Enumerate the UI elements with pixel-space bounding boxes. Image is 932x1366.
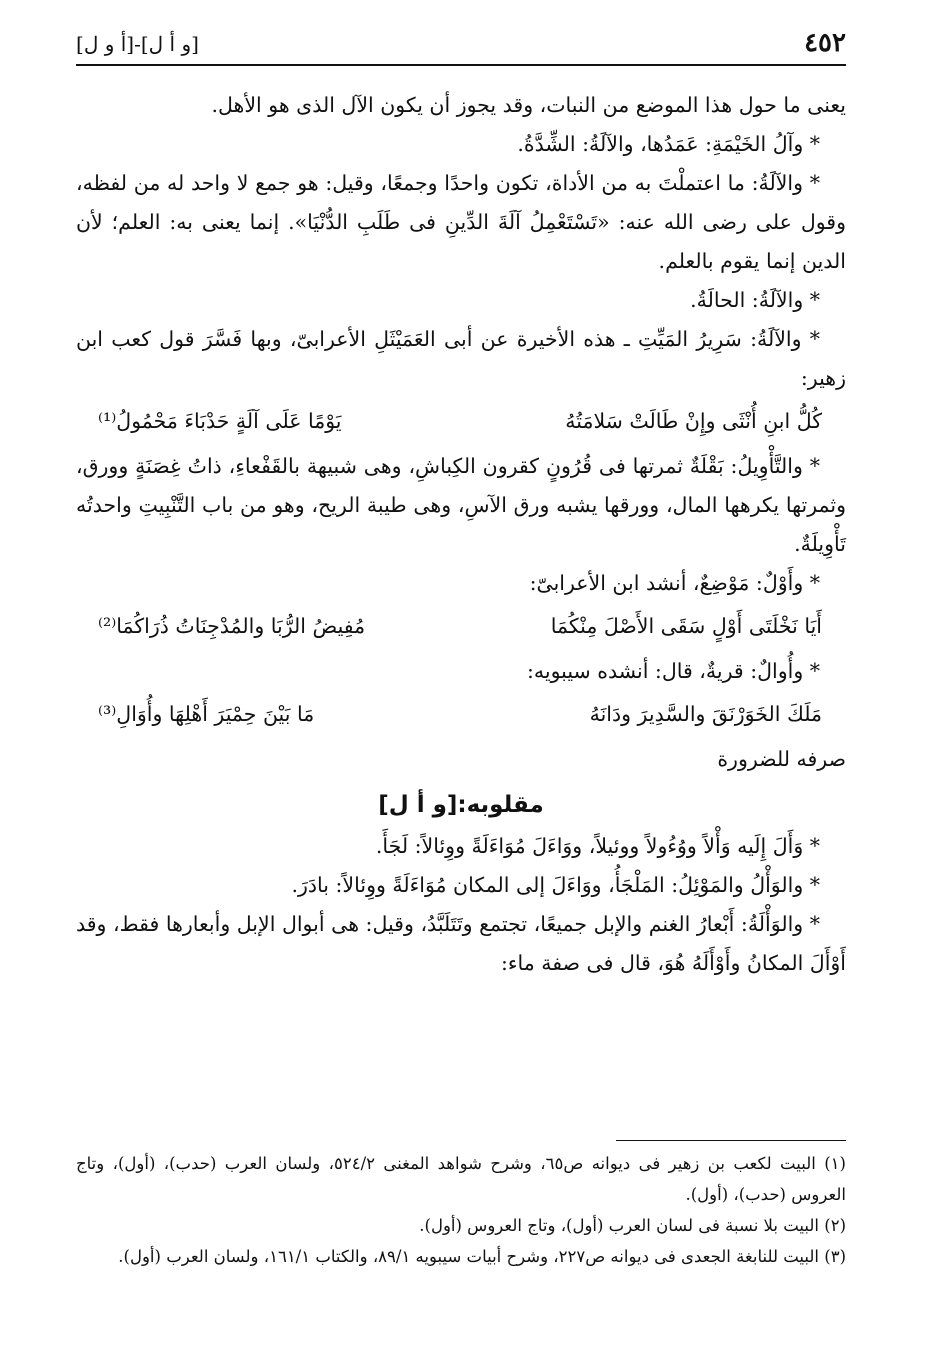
footnote-divider [616,1140,846,1141]
entry: * والتَّأْوِيلُ: بَقْلَةٌ ثمرتها فى قُرُونٍ كقرون الكِباشِ، وهى شبيهة بالقَفْعاءِ، ذاتُ غِصَنَةٍ وورق، وثمرتها يكرهها المال، وورقها يشبه ورق الآسِ، وهى طيبة الريح، وهو من باب التَّنْبِيتِ واحدتُه تَأْوِيلَةٌ. [76,454,846,556]
paragraph: صرفه للضرورة [717,747,846,771]
footnote: (٣) البيت للنابغة الجعدى فى ديوانه ص٢٢٧، وشرح أبيات سيبويه ٨٩/١، والكتاب ١٦١/١، ولسان العرب (أول). [118,1247,846,1266]
entry: * وَأَلَ إِلَيه وَأْلاً ووُءُولاً ووئيلاً، ووَاءَلَ مُوَاءَلَةً ووِئالاً: لَجَأَ. [375,834,820,858]
verse-second-hemistich: مُفِيضُ الرُّبَا والمُدْجِنَاتُ ذُرَاكُمَا⁽²⁾ [98,614,366,638]
entry: * والوَأْلُ والمَوْئِلُ: المَلْجَأُ، ووَاءَلَ إلى المكان مُوَاءَلَةً ووِئالاً: بادَرَ. [291,873,820,897]
section-heading: مقلوبه:[و أ ل] [378,792,544,818]
entry: * والآلَةُ: ما اعتملْتَ به من الأداة، تكون واحدًا وجمعًا، وقيل: هو جمع لا واحد له من لفظه، وقول على رضى الله عنه: «تَسْتَعْمِلُ آلَةَ الدِّينِ فى طَلَبِ الدُّنْيَا». إنما يعنى به: العلم؛ لأن الدين إنما يقوم بالعلم. [76,171,846,273]
root-key: [أ و ل]-[و أ ل] [76,32,199,56]
verse-second-hemistich: يَوْمًا عَلَى آلَةٍ حَدْبَاءَ مَحْمُولُ⁽¹⁾ [98,409,342,433]
entry: * وأُوالٌ: قريةٌ، قال: أنشده سيبويه: [526,659,820,683]
entry: * والآلَةُ: الحالَةُ. [690,288,820,312]
verse-first-hemistich: أَيَا نَخْلَتَى أَوْلٍ سَقَى الأَصْلَ مِنْكُمَا [550,614,822,638]
entry: * والآلَةُ: سَرِيرُ المَيِّتِ ـ هذه الأخيرة عن أبى العَمَيْثَلِ الأعرابىّ، وبها فَسَّرَ قول كعب ابن زهير: [76,327,846,390]
paragraph: يعنى ما حول هذا الموضع من النبات، وقد يجوز أن يكون الآل الذى هو الأهل. [211,93,846,117]
running-header [76,26,846,66]
footnote: (٢) البيت بلا نسبة فى لسان العرب (أول)، وتاج العروس (أول). [419,1216,846,1235]
footnotes [76,1148,846,1272]
page-number: ٤٥٢ [804,28,846,58]
footnote: (١) البيت لكعب بن زهير فى ديوانه ص٦٥، وشرح شواهد المغنى ٥٢٤/٢، ولسان العرب (حدب)، (أول)، وتاج العروس (حدب)، (أول). [76,1154,846,1204]
entry: * وآلُ الخَيْمَةِ: عَمَدُها، والآلَةُ: الشِّدَّةُ. [517,132,820,156]
poetry-verse [76,402,846,441]
poetry-verse [76,695,846,734]
entry: * وأَوْلٌ: مَوْضِعٌ، أنشد ابن الأعرابىّ: [529,571,820,595]
verse-first-hemistich: كُلُّ ابنِ أُنْثَى وإِنْ طَالَتْ سَلامَتُهُ [565,409,822,433]
poetry-verse [76,607,846,646]
verse-second-hemistich: مَا بَيْنَ حِمْيَرَ أَهْلِهَا وأُوَالِ⁽³⁾ [98,702,315,726]
entry: * والوَأْلَةُ: أَبْعارُ الغنم والإبل جميعًا، تجتمع وتَتَلَبَّدُ، وقيل: هى أبوال الإبل وأبعارها فقط، وقد أَوْأَلَ المكانُ وأَوْأَلَهُ هُوَ، قال فى صفة ماء: [76,912,846,975]
verse-first-hemistich: مَلَكَ الخَوَرْنَقَ والسَّدِيرَ ودَانَهُ [589,702,822,726]
main-text [76,86,846,983]
